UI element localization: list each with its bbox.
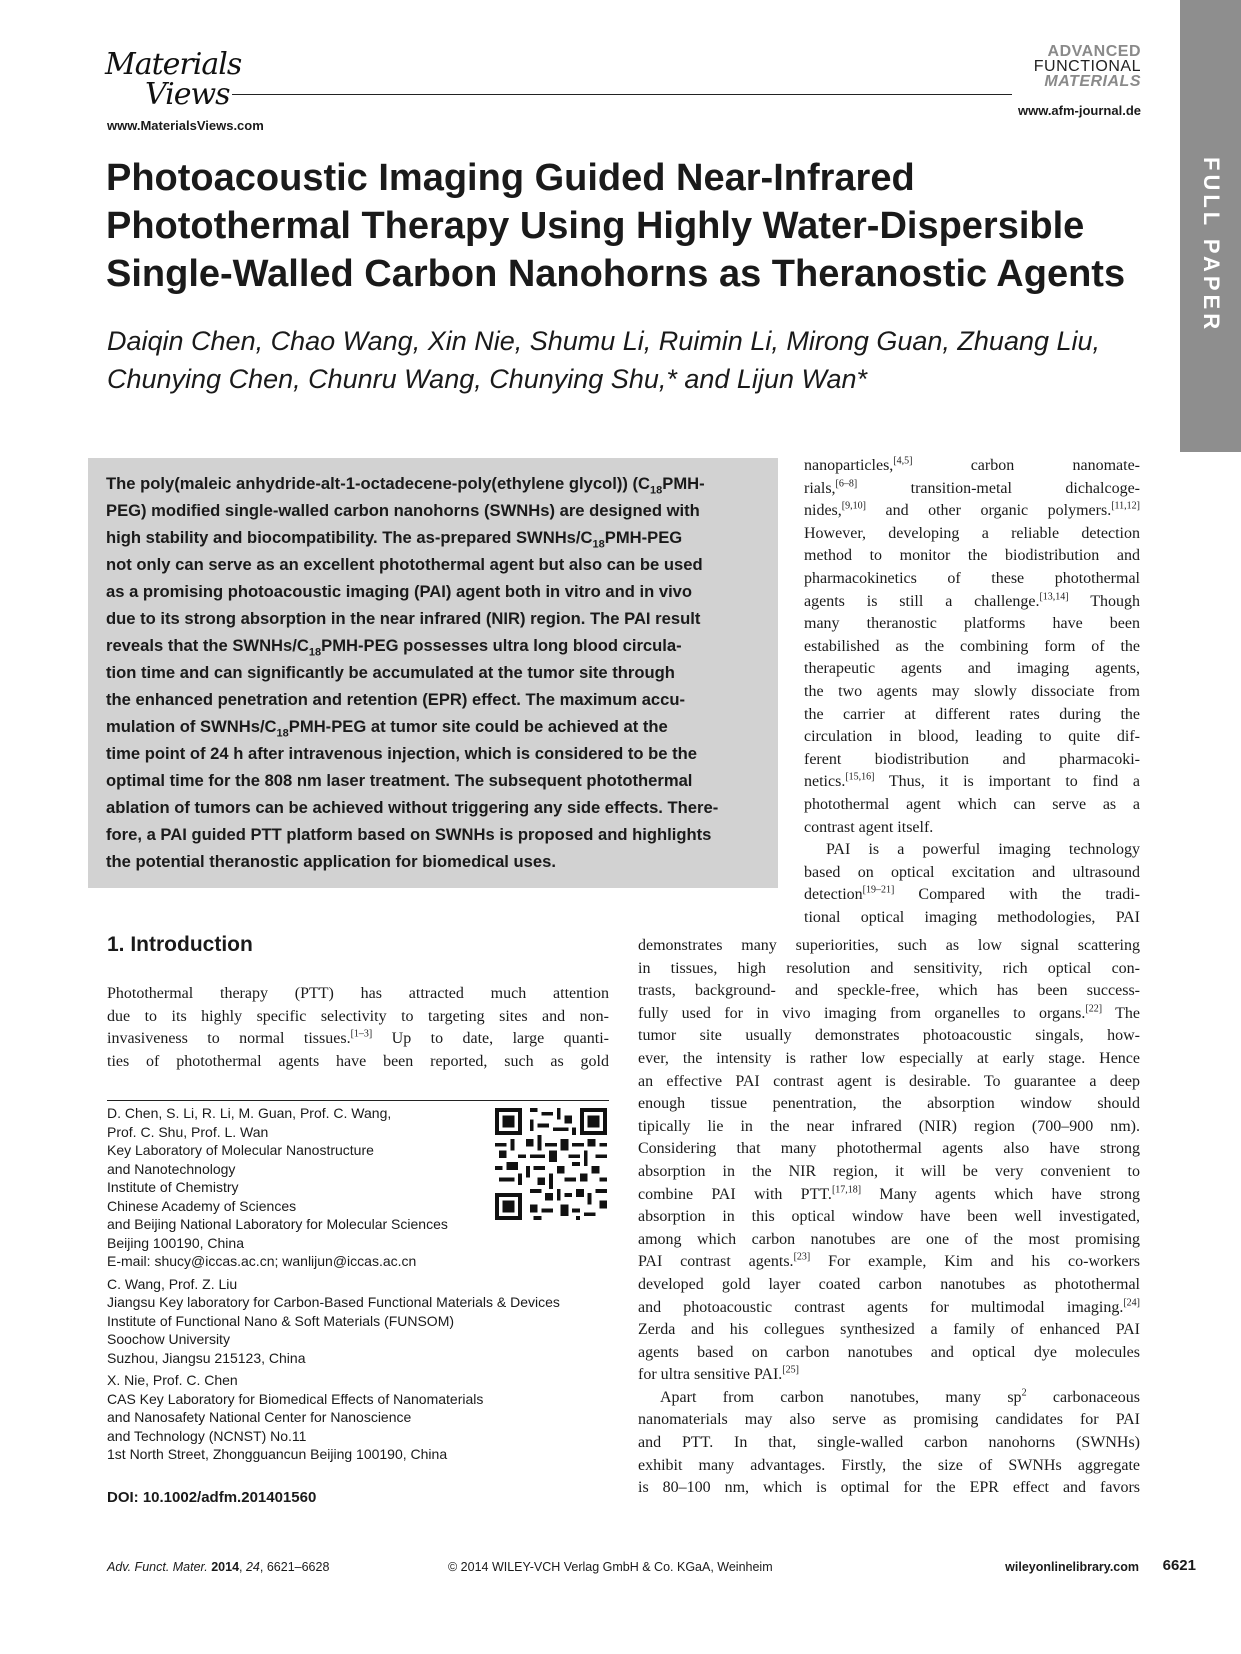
body-line: rials,[6–8] transition-metal dichalcoge- (804, 478, 1140, 497)
abstract-line: optimal time for the 808 nm laser treatment. The subsequent photothermal (106, 771, 693, 790)
affiliation-line: and Nanotechnology (107, 1160, 236, 1177)
right-column-top (804, 455, 1140, 929)
body-line: Considering that many photothermal agents also have strong (638, 1140, 1140, 1158)
materials-views-url[interactable]: www.MaterialsViews.com (107, 118, 264, 133)
abstract-line: tion time and can significantly be accumulated at the tumor site through (106, 663, 675, 682)
header-rule (232, 94, 1012, 95)
abstract-line: not only can serve as an excellent photothermal agent but also can be used (106, 555, 703, 574)
affiliation-line: Beijing 100190, China (107, 1234, 244, 1251)
logo-line-2: Views (145, 77, 230, 112)
affiliation-line: 1st North Street, Zhongguancun Beijing 100190, China (107, 1446, 448, 1462)
abstract-line: fore, a PAI guided PTT platform based on SWNHs is proposed and highlights (106, 825, 712, 844)
abstract-line: as a promising photoacoustic imaging (PAI) agent both in vitro and in vivo (106, 582, 693, 601)
authors-line-1: Daiqin Chen, Chao Wang, Xin Nie, Shumu Li, Ruimin Li, Mirong Guan, Zhuang Liu, (107, 326, 1101, 356)
body-line: netics.[15,16] Thus, it is important to find a (804, 771, 1140, 791)
afm-journal-logo (1034, 44, 1141, 89)
abstract-line: high stability and biocompatibility. The as-prepared SWNHs/$C_{18}PMH$-PEG (106, 528, 683, 551)
body-line: demonstrates many superiorities, such as low signal scattering (638, 937, 1140, 954)
body-line: due to its highly specific selectivity to targeting sites and non- (107, 1007, 609, 1025)
affiliation-line: Soochow University (107, 1331, 230, 1347)
body-line: and PTT. In that, single-walled carbon nanohorns (SWNHs) (638, 1434, 1140, 1452)
body-line: ever, the intensity is rather low especially at early stage. Hence (638, 1049, 1140, 1067)
abstract-line: mulation of SWNHs/$C_{18}PMH$-PEG at tumor site could be achieved at the (106, 717, 668, 740)
body-line: developed gold layer coated carbon nanotubes as photothermal (638, 1275, 1140, 1293)
footer-site[interactable]: wileyonlinelibrary.com (1005, 1560, 1139, 1574)
materials-views-logo (105, 47, 242, 112)
body-line: an effective PAI contrast agent is desirable. To guarantee a deep (638, 1072, 1140, 1090)
body-line: PAI contrast agents.[23] For example, Kim and his co-workers (638, 1251, 1140, 1271)
body-line: nanomaterials may also serve as promising candidates for PAI (638, 1411, 1140, 1429)
body-line: based on optical excitation and ultrasound (804, 863, 1140, 881)
body-line: Apart from carbon nanotubes, many $sp^2$ carbonaceous (660, 1387, 1140, 1406)
right-column (638, 935, 1140, 1500)
body-line: enough tissue penentration, the absorption window should (638, 1095, 1140, 1113)
body-line: fully used for in vivo imaging from organelles to organs.[22] The (638, 1003, 1140, 1022)
affiliation-line: Chinese Academy of Sciences (107, 1197, 297, 1214)
abstract-box (88, 458, 778, 888)
body-line: tional optical imaging methodologies, PAI (804, 908, 1140, 926)
section-heading: 1. Introduction (107, 933, 253, 956)
affiliation-line: Institute of Chemistry (107, 1179, 239, 1195)
body-line: pharmacokinetics of these photothermal (804, 569, 1140, 587)
logo-line-1: Materials (105, 47, 242, 82)
body-line: trasts, background- and speckle-free, which has been success- (638, 982, 1140, 1000)
body-line: contrast agent itself. (804, 818, 934, 836)
body-line: Zerda and his collegues synthesized a family of enhanced PAI (638, 1321, 1140, 1339)
body-line: invasiveness to normal tissues.[1–3] Up to date, large quanti- (107, 1028, 610, 1048)
affiliation-line: Jiangsu Key laboratory for Carbon-Based Functional Materials & Devices (107, 1294, 560, 1310)
abstract-line: the enhanced penetration and retention (EPR) effect. The maximum accu- (106, 690, 686, 709)
abstract-line: PEG) modified single-walled carbon nanohorns (SWNHs) are designed with (106, 501, 700, 520)
body-line: photothermal agent which can serve as a (804, 795, 1140, 813)
body-line: absorption in this optical window have been well investigated, (638, 1208, 1140, 1226)
body-line: tumor site usually demonstrates photoacoustic singals, how- (638, 1027, 1140, 1045)
page-number: 6621 (1162, 1557, 1196, 1574)
body-line: nides,[9,10] and other organic polymers.[11,12] (804, 500, 1140, 520)
affiliation-line: CAS Key Laboratory for Biomedical Effects of Nanomaterials (107, 1390, 484, 1407)
afm-logo-line-3: MATERIALS (1044, 73, 1141, 90)
qr-code-icon[interactable] (495, 1108, 607, 1220)
body-line: therapeutic agents and imaging agents, (804, 660, 1140, 678)
body-line: circulation in blood, leading to quite dif- (804, 728, 1140, 746)
body-line: and photoacoustic contrast agents for multimodal imaging.[24] (638, 1297, 1140, 1316)
body-line: nanoparticles,[4,5] carbon nanomate- (804, 455, 1140, 474)
affiliation-line: X. Nie, Prof. C. Chen (107, 1372, 238, 1388)
affiliation-line: Institute of Functional Nano & Soft Materials (FUNSOM) (107, 1312, 455, 1329)
doi[interactable]: DOI: 10.1002/adfm.201401560 (107, 1489, 317, 1506)
authors-line-2: Chunying Chen, Chunru Wang, Chunying Shu,* and Lijun Wan* (107, 364, 867, 394)
body-line: exhibit many advantages. Firstly, the size of SWNHs aggregate (638, 1456, 1140, 1474)
body-line: in tissues, high resolution and sensitivity, rich optical con- (638, 959, 1140, 977)
affiliation-line: D. Chen, S. Li, R. Li, M. Guan, Prof. C. Wang, (107, 1105, 392, 1121)
affiliation-line: C. Wang, Prof. Z. Liu (107, 1275, 238, 1292)
body-line: ties of photothermal agents have been reported, such as gold (107, 1052, 609, 1070)
abstract-line: The poly(maleic anhydride-alt-1-octadecene-poly(ethylene glycol)) ($C_{18}PMH-$ (106, 474, 705, 497)
left-column (107, 983, 609, 1073)
affiliation-rule (107, 1100, 609, 1101)
affiliation-line: Prof. C. Shu, Prof. L. Wan (107, 1123, 269, 1140)
body-line: estabilished as the combining form of the (804, 637, 1140, 655)
affiliation-line: and Technology (NCNST) No.11 (107, 1427, 307, 1444)
body-line: PAI is a powerful imaging technology (826, 841, 1140, 859)
body-line: is 80–100 nm, which is optimal for the EPR effect and favors (638, 1479, 1140, 1497)
abstract-line: due to its strong absorption in the near infrared (NIR) region. The PAI result (106, 609, 701, 628)
body-line: combine PAI with PTT.[17,18] Many agents which have strong (638, 1184, 1140, 1203)
afm-journal-url[interactable]: www.afm-journal.de (1017, 103, 1141, 118)
body-line: tipically lie in the near infrared (NIR) region (700–900 nm). (638, 1117, 1140, 1135)
body-line: detection[19–21] Compared with the tradi- (804, 884, 1140, 904)
affiliation-line: and Nanosafety National Center for Nanoscience (107, 1409, 412, 1425)
body-line: ferent biodistribution and pharmacoki- (804, 750, 1140, 768)
affiliation-line: Suzhou, Jiangsu 215123, China (107, 1349, 306, 1366)
side-tab (1180, 0, 1241, 452)
body-line: among which carbon nanotubes are one of the most promising (638, 1230, 1140, 1248)
footer-citation: Adv. Funct. Mater. 2014, 24, 6621–6628 (107, 1560, 330, 1574)
article-title: Photoacoustic Imaging Guided Near-Infrared Photothermal Therapy Using Highly Water-Dispersible Single-Walled Carbon Nanohorns as Theranostic Agents (106, 157, 1126, 295)
body-line: many theranostic platforms have been (804, 615, 1140, 633)
body-line: the two agents may slowly dissociate from (804, 682, 1140, 700)
email-line[interactable]: E-mail: shucy@iccas.ac.cn; wanlijun@iccas.ac.cn (107, 1253, 417, 1269)
abstract-line: time point of 24 h after intravenous injection, which is considered to be the (106, 744, 698, 763)
body-line: However, developing a reliable detection (804, 524, 1140, 542)
side-tab-label: FULL PAPER (1199, 157, 1224, 334)
abstract-line: the potential theranostic application for biomedical uses. (106, 852, 556, 871)
body-line: absorption in the NIR region, it will be very convenient to (638, 1162, 1140, 1180)
body-line: the carrier at different rates during the (804, 705, 1140, 723)
afm-logo-line-2: FUNCTIONAL (1033, 58, 1141, 75)
afm-logo-line-1: ADVANCED (1047, 43, 1141, 60)
affiliation-line: Key Laboratory of Molecular Nanostructure (107, 1142, 374, 1158)
body-line: method to monitor the biodistribution and (804, 547, 1140, 565)
abstract-line: ablation of tumors can be achieved without triggering any side effects. There- (106, 798, 719, 817)
body-line: agents based on carbon nanotubes and optical dye molecules (638, 1343, 1140, 1361)
affiliation-line: and Beijing National Laboratory for Molecular Sciences (107, 1216, 448, 1232)
footer-copyright: © 2014 WILEY-VCH Verlag GmbH & Co. KGaA, Weinheim (448, 1560, 773, 1574)
abstract-line: reveals that the SWNHs/$C_{18}PMH$-PEG possesses ultra long blood circula- (106, 636, 682, 659)
author-list (107, 322, 1167, 398)
body-line: agents is still a challenge.[13,14] Though (804, 591, 1141, 610)
body-line: for ultra sensitive PAI.[25] (638, 1364, 799, 1384)
body-line: Photothermal therapy (PTT) has attracted much attention (107, 985, 609, 1002)
